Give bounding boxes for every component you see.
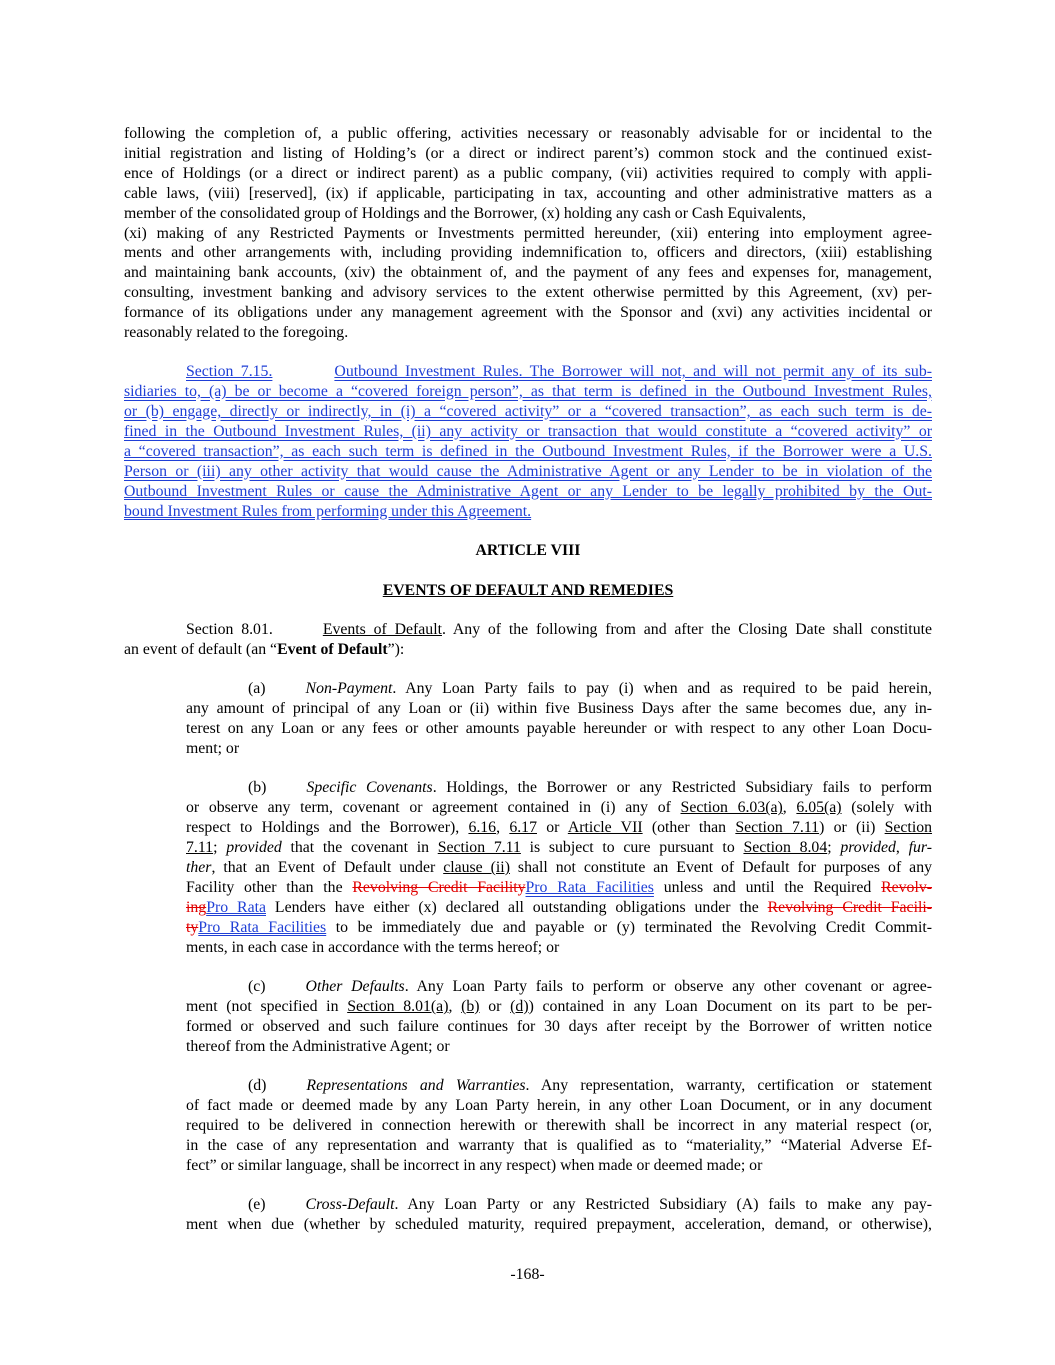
clause-heading-line: (a) Non-Payment. Any Loan Party fails to pay (i) when and as required to be paid herein, [248,680,932,698]
text-line: ingPro Rata Lenders have either (x) declared all outstanding obligations under the Revolving Credit Facili- [186,898,932,916]
cross-reference: Section 6.03(a) [680,799,783,817]
text-line: any amount of principal of any Loan or (ii) within five Business Days after the same becomes due, any in- [186,700,932,718]
text-line: initial registration and listing of Holding’s (or a direct or indirect parent’s) common stock and the continued exist- [124,144,932,162]
article-title: EVENTS OF DEFAULT AND REMEDIES [382,581,674,599]
text-line: sidiaries to, (a) be or become a “covered foreign person”, as that term is defined in the Outbound Investment Rules, [124,383,932,401]
clause-label: (d) [248,1077,267,1095]
section-8-01 [124,620,932,660]
text-line: Outbound Investment Rules or cause the Administrative Agent or any Lender to be legally prohibited by the Out- [124,482,932,500]
clause-heading: Specific Covenants [306,779,433,797]
clause-heading: Representations and Warranties [306,1077,526,1095]
section-number: Section 8.01. [186,621,273,639]
deleted-text: Revolving Credit Facility [352,879,526,896]
inserted-text: Pro Rata Facilities [198,918,327,936]
clause-heading-line: (e) Cross-Default. Any Loan Party or any Restricted Subsidiary (A) fails to make any pay- [248,1196,932,1214]
section-7-15-heading-line [124,362,932,382]
text-line: or (b) engage, directly or indirectly, in (i) a “covered activity” or a “covered transaction”, as each such term is de- [124,403,932,421]
text-line: ence of Holdings (or a direct or indirect parent) as a public company, (vii) activities required to comply with appli- [124,164,932,182]
text-line: cable laws, (viii) [reserved], (ix) if applicable, participating in tax, accounting and other administrative matters as a [124,184,932,202]
text-line: (xi) making of any Restricted Payments or Investments permitted hereunder, (xii) entering into employment agree- [124,224,932,242]
text-line: required to be delivered in connection herewith or therewith shall be incorrect in any material respect (or, [186,1117,932,1135]
deleted-text: ty [186,918,199,936]
text-line: formed or observed and such failure continues for 30 days after receipt by the Borrower of written notice [186,1017,932,1035]
text-line: and maintaining bank accounts, (xiv) the obtainment of, and the payment of any fees and expenses for, management, [124,264,932,282]
clause-heading-line: (c) Other Defaults. Any Loan Party fails to perform or observe any other covenant or agree- [248,978,932,996]
text-line: respect to Holdings and the Borrower), 6.16, 6.17 or Article VII (other than Section 7.11) or (ii) Section [186,819,933,837]
text-line: 7.11; provided that the covenant in Section 7.11 is subject to cure pursuant to Section 8.04; provided, fur- [186,839,932,857]
clause-heading: Cross-Default [305,1196,395,1214]
cross-reference: 6.05(a) [796,799,842,817]
text-line: ment (not specified in Section 8.01(a), (b) or (d)) contained in any Loan Document on its part to be per- [186,998,933,1016]
text-line: ment; or [186,740,240,758]
text-line: in the case of any representation and warranty that is qualified as to “materiality,” “Material Adverse Ef- [186,1136,932,1154]
text-line: ments and other arrangements with, including providing indemnification to, officers and directors, (xiii) establishing [124,244,932,262]
clause-heading-line: (d) Representations and Warranties. Any representation, warranty, certification or statement [248,1077,932,1095]
text-line: tyPro Rata Facilities to be immediately due and payable or (y) terminated the Revolving Credit Commit- [186,918,932,936]
text-line: formance of its obligations under any management agreement with the Sponsor and (xvi) any activities incidental or [124,304,932,322]
text-line: consulting, investment banking and advisory services to the extent otherwise permitted by this Agreement, (xv) per- [124,284,932,302]
clause-c [124,977,932,1057]
section-heading-text: Outbound Investment Rules. The Borrower will not, and will not permit any of its sub- [334,363,932,381]
clause-label: (c) [248,978,266,996]
text-line: Person or (iii) any other activity that would cause the Administrative Agent or any Lender to be in violation of the [124,463,932,480]
clause-a [124,679,932,759]
text-line: ther, that an Event of Default under clause (ii) shall not constitute an Event of Default for purposes of any [186,859,932,877]
text-line: or observe any term, covenant or agreement contained in (i) any of Section 6.03(a), 6.05(a) (solely with [186,799,932,817]
deleted-text: Revolv- [881,879,933,896]
deleted-text: ing [186,898,207,916]
inserted-text: Pro Rata [206,898,266,916]
text-line: an event of default (an “Event of Default”): [124,640,405,658]
clause-heading: Other Defaults [305,978,405,996]
text-line: member of the consolidated group of Holdings and the Borrower, (x) holding any cash or Cash Equivalents, [124,204,806,222]
section-number: Section 7.15. [186,363,273,381]
clause-e [124,1195,932,1235]
continuation-paragraph [124,124,932,343]
section-7-15 [124,362,932,521]
deleted-text: Revolving Credit Facili- [767,898,932,916]
text-line: fined in the Outbound Investment Rules, (ii) any activity or transaction that would constitute a “covered activity” or [124,423,932,441]
text-line: terest on any Loan or any fees or other amounts payable hereunder or with respect to any other Loan Docu- [186,720,932,738]
text-line: of fact made or deemed made by any Loan Party herein, in any other Loan Document, or in any document [186,1097,932,1115]
text-line: bound Investment Rules from performing under this Agreement. [124,502,532,520]
article-number: ARTICLE VIII [475,542,581,560]
inserted-text: Pro Rata Facilities [525,879,654,896]
clause-label: (b) [248,779,267,797]
text-line: following the completion of, a public offering, activities necessary or reasonably advisable for or incidental to the [124,125,932,142]
text-line: a “covered transaction”, as each such term is defined in the Outbound Investment Rules, if the Borrower were a U.S. [124,443,932,461]
text-line: ments, in each case in accordance with the terms hereof; or [186,938,560,956]
text-line: ment when due (whether by scheduled maturity, required prepayment, acceleration, demand, or otherwise), [186,1216,932,1234]
clause-label: (a) [248,680,266,698]
text-line: thereof from the Administrative Agent; or [186,1037,450,1055]
text-line: fect” or similar language, shall be incorrect in any respect) when made or deemed made; or [186,1156,763,1174]
clause-b [124,778,932,957]
defined-term: Event of Default [277,640,388,658]
document-page [124,124,932,1235]
clause-heading-line: (b) Specific Covenants. Holdings, the Borrower or any Restricted Subsidiary fails to perform [248,779,932,797]
text-line: reasonably related to the foregoing. [124,324,349,342]
section-8-01-heading-line: Section 8.01. Events of Default. Any of the following from and after the Closing Date shall constitute [186,621,932,639]
clause-label: (e) [248,1196,266,1214]
clause-d [124,1076,932,1176]
page-number: -168- [510,1266,545,1283]
clause-heading: Non-Payment [305,680,393,698]
text-line: Facility other than the Revolving Credit FacilityPro Rata Facilities unless and until the Required Revolv- [186,879,933,896]
section-heading-text: Events of Default [322,621,442,639]
